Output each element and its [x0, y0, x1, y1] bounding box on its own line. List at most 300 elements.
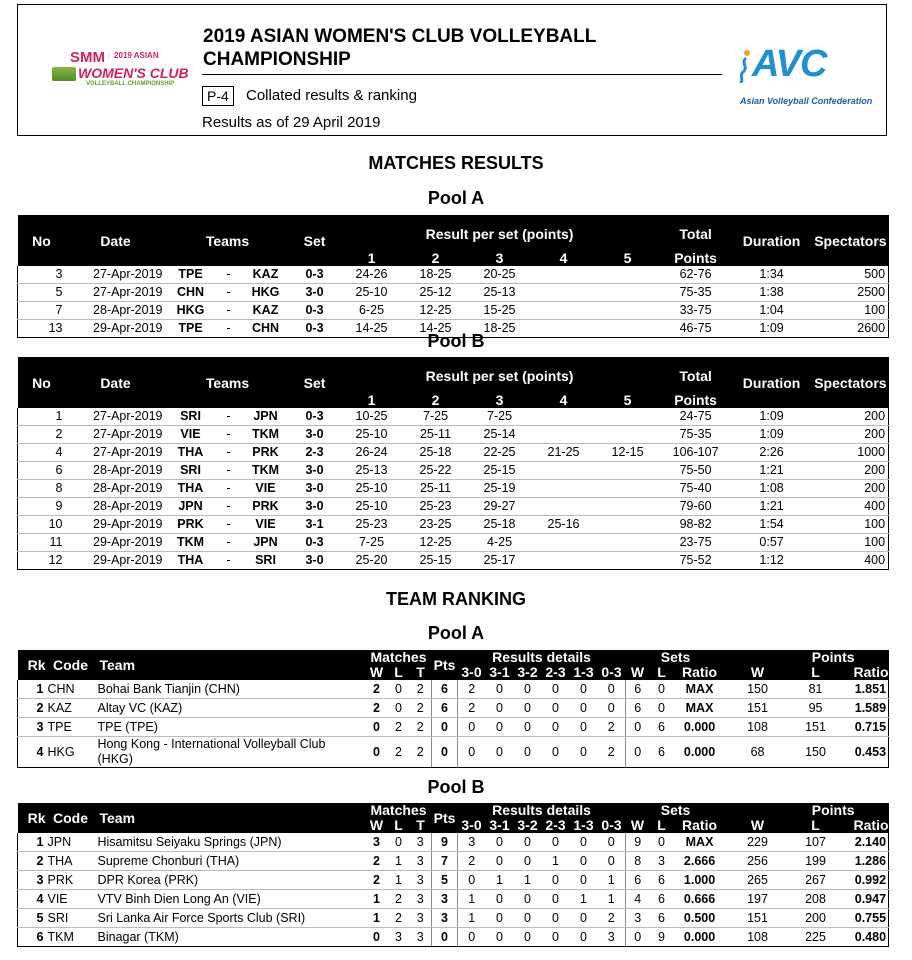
col-sets-l: L	[650, 665, 674, 680]
set-5-score	[596, 266, 660, 284]
total-points: 24-75	[660, 408, 732, 426]
sets-won: 0	[626, 928, 650, 947]
set-4-score	[532, 462, 596, 480]
set-1-score: 6-25	[340, 302, 404, 320]
matches-lost: 0	[388, 680, 410, 699]
match-row	[18, 462, 889, 480]
points-lost: 95	[790, 699, 842, 718]
volleyball-player-icon	[738, 49, 752, 83]
pool-a-matches-title: Pool A	[427, 188, 485, 208]
match-duration: 1:09	[732, 408, 812, 426]
set-4-score	[532, 480, 596, 498]
match-spectators: 400	[812, 552, 889, 570]
ranking-row	[18, 928, 889, 947]
col-points: Points	[660, 250, 732, 266]
avc-logo	[728, 43, 888, 113]
set-2-score: 12-25	[404, 534, 468, 552]
team-code: KAZ	[46, 699, 96, 718]
team-name: Binagar (TKM)	[96, 928, 366, 947]
result-3-2: 0	[514, 833, 542, 852]
result-0-3: 0	[598, 833, 626, 852]
document-header	[17, 4, 887, 136]
result-3-1: 0	[486, 699, 514, 718]
set-5-score	[596, 516, 660, 534]
set-4-score	[532, 534, 596, 552]
col-code: Code	[46, 803, 96, 833]
set-1-score: 25-23	[340, 516, 404, 534]
team-home: HKG	[166, 302, 216, 320]
championship-logo	[48, 49, 198, 97]
match-no: 2	[18, 426, 66, 444]
total-points: 75-52	[660, 552, 732, 570]
result-3-0: 0	[458, 718, 486, 737]
result-3-1: 0	[486, 852, 514, 871]
col-sets-ratio: Ratio	[674, 665, 726, 680]
col-set-3: 3	[468, 392, 532, 408]
result-1-3: 1	[570, 890, 598, 909]
team-away: KAZ	[242, 302, 290, 320]
points-lost: 267	[790, 871, 842, 890]
col-code: Code	[46, 650, 96, 680]
set-3-score: 7-25	[468, 408, 532, 426]
points-ratio: 0.715	[842, 718, 889, 737]
team-away: TKM	[242, 426, 290, 444]
col-0-3: 0-3	[598, 665, 626, 680]
matches-won: 2	[366, 852, 388, 871]
matches-total: 2	[410, 699, 432, 718]
pool-b-ranking-table	[17, 803, 889, 947]
col-sets-ratio: Ratio	[674, 818, 726, 833]
team-name: Supreme Chonburi (THA)	[96, 852, 366, 871]
matches-won: 1	[366, 890, 388, 909]
match-spectators: 200	[812, 462, 889, 480]
ranking-points: 3	[432, 909, 458, 928]
match-set-score: 0-3	[290, 408, 340, 426]
team-home: SRI	[166, 408, 216, 426]
ranking-points: 0	[432, 737, 458, 768]
match-no: 5	[18, 284, 66, 302]
total-points: 98-82	[660, 516, 732, 534]
match-date: 27-Apr-2019	[66, 284, 166, 302]
result-0-3: 2	[598, 909, 626, 928]
match-duration: 1:21	[732, 462, 812, 480]
team-home: THA	[166, 444, 216, 462]
match-spectators: 400	[812, 498, 889, 516]
matches-total: 3	[410, 909, 432, 928]
result-1-3: 0	[570, 871, 598, 890]
total-points: 79-60	[660, 498, 732, 516]
set-5-score: 12-15	[596, 444, 660, 462]
matches-total: 3	[410, 833, 432, 852]
col-set-5: 5	[596, 392, 660, 408]
team-separator: -	[216, 516, 242, 534]
set-4-score	[532, 408, 596, 426]
col-no: No	[18, 215, 66, 266]
ranking-points: 6	[432, 680, 458, 699]
match-spectators: 2500	[812, 284, 889, 302]
set-4-score	[532, 284, 596, 302]
set-5-score	[596, 408, 660, 426]
ranking-row	[18, 890, 889, 909]
col-1-3: 1-3	[570, 818, 598, 833]
match-no: 1	[18, 408, 66, 426]
sets-ratio: 0.500	[674, 909, 726, 928]
col-results-details: Results details	[458, 650, 626, 665]
team-name: Hisamitsu Seiyaku Springs (JPN)	[96, 833, 366, 852]
sets-lost: 6	[650, 737, 674, 768]
match-duration: 0:57	[732, 534, 812, 552]
result-3-2: 1	[514, 871, 542, 890]
col-rank: Rk	[18, 803, 46, 833]
set-1-score: 25-10	[340, 284, 404, 302]
set-5-score	[596, 552, 660, 570]
set-2-score: 7-25	[404, 408, 468, 426]
result-1-3: 0	[570, 699, 598, 718]
total-points: 75-50	[660, 462, 732, 480]
result-3-0: 2	[458, 852, 486, 871]
col-set-3: 3	[468, 250, 532, 266]
sets-ratio: 0.000	[674, 737, 726, 768]
result-1-3: 0	[570, 737, 598, 768]
set-2-score: 25-11	[404, 480, 468, 498]
result-3-0: 1	[458, 890, 486, 909]
match-spectators: 100	[812, 534, 889, 552]
sets-ratio: 0.666	[674, 890, 726, 909]
result-3-2: 0	[514, 909, 542, 928]
set-3-score: 25-19	[468, 480, 532, 498]
result-3-1: 1	[486, 871, 514, 890]
match-row	[18, 516, 889, 534]
points-won: 108	[726, 928, 790, 947]
team-name: DPR Korea (PRK)	[96, 871, 366, 890]
logo-text: SMM	[70, 49, 105, 66]
match-set-score: 2-3	[290, 444, 340, 462]
match-spectators: 200	[812, 408, 889, 426]
logo-text-main: WOMEN'S CLUB	[78, 65, 189, 81]
match-duration: 1:21	[732, 498, 812, 516]
match-spectators: 200	[812, 426, 889, 444]
set-4-score: 21-25	[532, 444, 596, 462]
set-5-score	[596, 462, 660, 480]
col-points-ratio: Ratio	[842, 665, 889, 680]
col-matches: Matches	[366, 803, 432, 818]
col-matches-t: T	[410, 665, 432, 680]
match-no: 10	[18, 516, 66, 534]
result-3-1: 0	[486, 909, 514, 928]
set-1-score: 25-10	[340, 480, 404, 498]
set-4-score	[532, 302, 596, 320]
result-1-3: 0	[570, 852, 598, 871]
match-spectators: 100	[812, 516, 889, 534]
points-won: 150	[726, 680, 790, 699]
ranking-points: 7	[432, 852, 458, 871]
set-4-score	[532, 426, 596, 444]
total-points: 75-35	[660, 426, 732, 444]
matches-won: 2	[366, 680, 388, 699]
result-3-2: 0	[514, 852, 542, 871]
col-result-per-set: Result per set (points)	[340, 215, 660, 250]
sets-ratio: MAX	[674, 699, 726, 718]
team-code: CHN	[46, 680, 96, 699]
col-sets-w: W	[626, 665, 650, 680]
team-separator: -	[216, 266, 242, 284]
matches-won: 2	[366, 871, 388, 890]
col-2-3: 2-3	[542, 818, 570, 833]
sets-won: 6	[626, 699, 650, 718]
result-0-3: 0	[598, 680, 626, 699]
matches-lost: 0	[388, 833, 410, 852]
col-teams: Teams	[166, 215, 290, 266]
match-duration: 1:08	[732, 480, 812, 498]
total-points: 33-75	[660, 302, 732, 320]
sets-won: 4	[626, 890, 650, 909]
points-lost: 107	[790, 833, 842, 852]
col-duration: Duration	[732, 215, 812, 266]
points-ratio: 0.992	[842, 871, 889, 890]
set-3-score: 25-18	[468, 516, 532, 534]
col-set-5: 5	[596, 250, 660, 266]
match-duration: 1:38	[732, 284, 812, 302]
ranking-header	[18, 650, 889, 680]
match-row	[18, 498, 889, 516]
ranking-points: 3	[432, 890, 458, 909]
team-code: PRK	[46, 871, 96, 890]
match-duration: 1:04	[732, 302, 812, 320]
col-3-1: 3-1	[486, 818, 514, 833]
match-no: 4	[18, 444, 66, 462]
match-spectators: 2600	[812, 320, 889, 338]
rank: 1	[18, 833, 46, 852]
match-date: 29-Apr-2019	[66, 534, 166, 552]
rank: 2	[18, 852, 46, 871]
match-set-score: 3-0	[290, 480, 340, 498]
matches-lost: 2	[388, 909, 410, 928]
col-points-l: L	[790, 665, 842, 680]
team-separator: -	[216, 408, 242, 426]
col-teams: Teams	[166, 357, 290, 408]
match-duration: 1:09	[732, 426, 812, 444]
match-row	[18, 480, 889, 498]
matches-results-title: MATCHES RESULTS	[368, 153, 544, 173]
avc-subtitle: Asian Volleyball Confederation	[740, 96, 873, 106]
col-matches-w: W	[366, 818, 388, 833]
match-set-score: 0-3	[290, 266, 340, 284]
set-2-score: 25-12	[404, 284, 468, 302]
col-2-3: 2-3	[542, 665, 570, 680]
match-set-score: 3-0	[290, 498, 340, 516]
team-separator: -	[216, 444, 242, 462]
results-header	[18, 215, 889, 266]
points-lost: 208	[790, 890, 842, 909]
result-3-1: 0	[486, 737, 514, 768]
points-lost: 200	[790, 909, 842, 928]
col-set: Set	[290, 357, 340, 408]
set-1-score: 25-10	[340, 426, 404, 444]
result-0-3: 3	[598, 928, 626, 947]
team-home: PRK	[166, 516, 216, 534]
match-date: 27-Apr-2019	[66, 266, 166, 284]
result-1-3: 0	[570, 833, 598, 852]
result-3-0: 0	[458, 737, 486, 768]
match-no: 6	[18, 462, 66, 480]
sets-lost: 9	[650, 928, 674, 947]
set-5-score	[596, 480, 660, 498]
team-code: SRI	[46, 909, 96, 928]
result-3-0: 0	[458, 928, 486, 947]
pool-a-ranking-title: Pool A	[427, 623, 485, 643]
match-no: 12	[18, 552, 66, 570]
ranking-points: 9	[432, 833, 458, 852]
set-1-score: 10-25	[340, 408, 404, 426]
sets-won: 6	[626, 871, 650, 890]
col-rank: Rk	[18, 650, 46, 680]
col-3-0: 3-0	[458, 818, 486, 833]
match-date: 29-Apr-2019	[66, 516, 166, 534]
ranking-row	[18, 852, 889, 871]
team-home: CHN	[166, 284, 216, 302]
set-1-score: 14-25	[340, 320, 404, 338]
rank: 6	[18, 928, 46, 947]
set-1-score: 25-20	[340, 552, 404, 570]
result-2-3: 0	[542, 680, 570, 699]
col-duration: Duration	[732, 357, 812, 408]
match-row	[18, 284, 889, 302]
team-separator: -	[216, 284, 242, 302]
match-set-score: 0-3	[290, 534, 340, 552]
match-set-score: 0-3	[290, 320, 340, 338]
col-points-w: W	[726, 665, 790, 680]
col-set-2: 2	[404, 392, 468, 408]
ranking-points: 0	[432, 928, 458, 947]
col-points: Points	[660, 392, 732, 408]
col-points-ratio: Ratio	[842, 818, 889, 833]
result-1-3: 0	[570, 909, 598, 928]
match-no: 9	[18, 498, 66, 516]
result-3-2: 0	[514, 718, 542, 737]
sets-won: 0	[626, 718, 650, 737]
sets-lost: 6	[650, 871, 674, 890]
col-sets-l: L	[650, 818, 674, 833]
total-points: 75-40	[660, 480, 732, 498]
col-points-group: Points	[726, 803, 889, 818]
team-away: TKM	[242, 462, 290, 480]
points-won: 197	[726, 890, 790, 909]
team-name: Sri Lanka Air Force Sports Club (SRI)	[96, 909, 366, 928]
sets-lost: 6	[650, 890, 674, 909]
ranking-row	[18, 833, 889, 852]
total-points: 75-35	[660, 284, 732, 302]
set-5-score	[596, 284, 660, 302]
team-away: PRK	[242, 444, 290, 462]
set-2-score: 12-25	[404, 302, 468, 320]
matches-won: 2	[366, 699, 388, 718]
result-2-3: 1	[542, 852, 570, 871]
sets-lost: 6	[650, 909, 674, 928]
sponsor-badge-icon	[52, 67, 76, 81]
rank: 3	[18, 718, 46, 737]
team-separator: -	[216, 320, 242, 338]
points-ratio: 2.140	[842, 833, 889, 852]
col-3-2: 3-2	[514, 818, 542, 833]
result-3-1: 0	[486, 680, 514, 699]
result-3-0: 2	[458, 699, 486, 718]
match-no: 7	[18, 302, 66, 320]
match-no: 3	[18, 266, 66, 284]
matches-total: 2	[410, 718, 432, 737]
team-away: CHN	[242, 320, 290, 338]
result-0-3: 2	[598, 737, 626, 768]
sets-lost: 3	[650, 852, 674, 871]
team-away: PRK	[242, 498, 290, 516]
total-points: 62-76	[660, 266, 732, 284]
pool-b-ranking-title: Pool B	[427, 777, 485, 797]
sets-won: 6	[626, 680, 650, 699]
set-2-score: 23-25	[404, 516, 468, 534]
matches-total: 2	[410, 680, 432, 699]
sets-ratio: 0.000	[674, 718, 726, 737]
points-ratio: 0.947	[842, 890, 889, 909]
ranking-row	[18, 680, 889, 699]
match-set-score: 3-1	[290, 516, 340, 534]
result-2-3: 0	[542, 699, 570, 718]
col-matches-l: L	[388, 665, 410, 680]
matches-won: 0	[366, 718, 388, 737]
pool-b-matches-title: Pool B	[427, 331, 485, 351]
result-2-3: 0	[542, 928, 570, 947]
match-date: 27-Apr-2019	[66, 426, 166, 444]
team-code: JPN	[46, 833, 96, 852]
col-points-l: L	[790, 818, 842, 833]
result-3-0: 2	[458, 680, 486, 699]
ranking-points: 5	[432, 871, 458, 890]
matches-total: 3	[410, 890, 432, 909]
match-row	[18, 302, 889, 320]
set-1-score: 26-24	[340, 444, 404, 462]
result-2-3: 0	[542, 890, 570, 909]
col-result-per-set: Result per set (points)	[340, 357, 660, 392]
points-ratio: 0.755	[842, 909, 889, 928]
points-lost: 225	[790, 928, 842, 947]
points-ratio: 1.589	[842, 699, 889, 718]
result-2-3: 0	[542, 718, 570, 737]
set-2-score: 25-23	[404, 498, 468, 516]
col-no: No	[18, 357, 66, 408]
sets-lost: 6	[650, 718, 674, 737]
sets-ratio: 2.666	[674, 852, 726, 871]
result-3-1: 0	[486, 833, 514, 852]
sets-lost: 0	[650, 833, 674, 852]
rank: 3	[18, 871, 46, 890]
col-0-3: 0-3	[598, 818, 626, 833]
set-5-score	[596, 426, 660, 444]
sets-won: 8	[626, 852, 650, 871]
result-2-3: 0	[542, 833, 570, 852]
result-2-3: 0	[542, 909, 570, 928]
result-2-3: 0	[542, 737, 570, 768]
set-3-score: 25-15	[468, 462, 532, 480]
result-3-0: 1	[458, 909, 486, 928]
points-won: 229	[726, 833, 790, 852]
match-no: 13	[18, 320, 66, 338]
result-3-0: 0	[458, 871, 486, 890]
set-5-score	[596, 302, 660, 320]
sets-won: 0	[626, 737, 650, 768]
rank: 2	[18, 699, 46, 718]
team-name: Bohai Bank Tianjin (CHN)	[96, 680, 366, 699]
match-spectators: 1000	[812, 444, 889, 462]
team-separator: -	[216, 480, 242, 498]
title-divider	[202, 74, 722, 75]
